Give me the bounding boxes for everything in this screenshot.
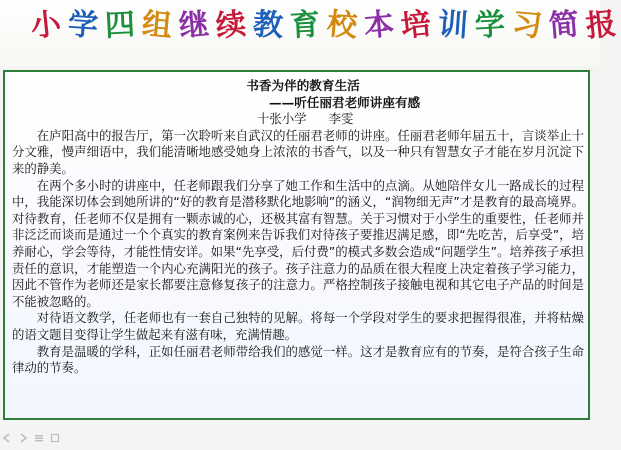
banner-char: 教 xyxy=(251,6,285,45)
paragraph-4: 教育是温暖的学科，正如任丽君老师带给我们的感觉一样。这才是教育应有的节奏，是符合孩子生命律动的节奏。 xyxy=(12,343,584,376)
banner-char: 继 xyxy=(177,6,211,45)
banner-char: 育 xyxy=(289,7,321,44)
banner-char: 四 xyxy=(104,7,136,44)
banner-char: 校 xyxy=(325,6,359,45)
banner-char: 训 xyxy=(436,6,470,45)
school-name: 十张小学 xyxy=(257,111,307,127)
banner-char: 学 xyxy=(66,6,100,45)
banner xyxy=(0,0,618,66)
banner-char: 学 xyxy=(474,7,506,44)
article-box xyxy=(3,70,590,420)
menu-icon[interactable] xyxy=(34,433,44,443)
byline xyxy=(12,111,584,128)
slide-toolbar xyxy=(2,428,60,448)
article-title: 书香为伴的教育生活 xyxy=(246,78,360,93)
banner-char: 续 xyxy=(214,6,248,45)
arrow-right-icon[interactable] xyxy=(18,433,28,443)
banner-char: 培 xyxy=(399,6,433,45)
banner-title xyxy=(28,6,619,46)
banner-char: 组 xyxy=(140,6,174,45)
paragraph-3: 对待语文教学，任老师也有一套自己独特的见解。将每一个学段对学生的要求把握得很准，并将枯燥的语文题目变得让学生做起来有滋有味，充满情趣。 xyxy=(12,310,584,342)
arrow-left-icon[interactable] xyxy=(2,433,12,443)
banner-char: 简 xyxy=(547,6,581,45)
paragraph-2: 在两个多小时的讲座中，任老师跟我们分享了她工作和生活中的点滴。从她陪伴女儿一路成长的过程中，我能深切体会到她所讲的“好的教育是潜移默化地影响”的涵义，“润物细无声”才是教育的最高境界。对待教育，任老师不仅是拥有一颗赤诚的心，还极其富有智慧。关于习惯对于小学生的重要性，任老师并非泛泛而谈而是通过一个个真实的教育案例来告诉我们对待孩子要推迟满足感，即“先吃苦，后享受”，培养耐心，学会等待，才能性情安详。如果“先享受，后付费”的模式多数会造成“问题学生”。培养孩子承担责任的意识，才能塑造一个内心充满阳光的孩子。孩子注意力的品质在很大程度上决定着孩子学习能力，因此不管作为老师还是家长都要注意修复孩子的注意力。严格控制孩子接触电视和其它电子产品的时间是不能被忽略的。 xyxy=(12,177,584,309)
paragraph-1: 在庐阳高中的报告厅，第一次聆听来自武汉的任丽君老师的讲座。任丽君老师年届五十，言谈举止十分文雅，慢声细语中，我们能清晰地感受她身上浓浓的书香气，以及一种只有智慧女子才能在岁月沉淀下来的静美。 xyxy=(12,127,584,176)
banner-char: 报 xyxy=(584,6,618,45)
article-subtitle: ——听任丽君老师讲座有感 xyxy=(269,94,421,110)
banner-char: 小 xyxy=(29,6,63,45)
fullscreen-icon[interactable] xyxy=(50,433,60,443)
article-body xyxy=(12,78,584,377)
banner-char: 本 xyxy=(362,6,396,45)
author-name: 李雯 xyxy=(328,111,354,127)
banner-char: 习 xyxy=(510,6,544,45)
